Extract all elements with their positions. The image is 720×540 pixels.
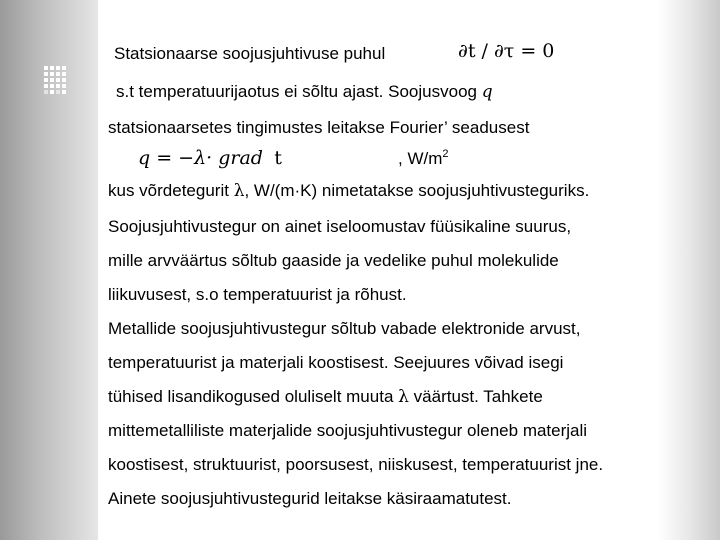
text-line-12: koostisest, struktuurist, poorsusest, niiskusest, temperatuurist jne. (108, 455, 604, 474)
heat-flux-unit (398, 148, 449, 169)
text-line-4-end: , W/(m·K) nimetatakse soojusjuhtivusteguriks. (244, 181, 590, 200)
fourier-law-lhs: q = −λ· grad (138, 147, 263, 169)
text-line-10-start: tühised lisandikogused oluliselt muuta (108, 387, 394, 406)
text-line-1: Statsionaarse soojusjuhtivuse puhul (114, 44, 386, 63)
text-line-4 (108, 181, 589, 201)
text-line-5: Soojusjuhtivustegur on ainet iseloomustav füüsikaline suurus, (108, 217, 572, 236)
unit-exponent: 2 (442, 148, 449, 160)
steady-state-formula: ∂t / ∂τ = 0 (458, 40, 555, 62)
text-line-2-text: s.t temperatuurijaotus ei sõltu ajast. Soojusvoog (116, 82, 477, 101)
heat-flux-symbol: q (481, 82, 493, 102)
text-line-13: Ainete soojusjuhtivustegurid leitakse käsiraamatutest. (108, 489, 512, 508)
lambda-symbol-2: λ (398, 387, 409, 407)
text-line-6: mille arvväärtus sõltub gaaside ja vedelike puhul molekulide (108, 251, 559, 270)
fourier-law-rhs: t (274, 147, 282, 169)
text-line-7: liikuvusest, s.o temperatuurist ja rõhust. (108, 285, 407, 304)
grid-logo-icon (44, 66, 66, 96)
fourier-law-formula (138, 147, 282, 170)
text-line-2 (116, 82, 493, 102)
lambda-symbol: λ (233, 181, 245, 201)
text-line-11: mittemetalliliste materjalide soojusjuhtivustegur oleneb materjali (108, 421, 588, 440)
text-line-10 (108, 387, 543, 407)
text-line-8: Metallide soojusjuhtivustegur sõltub vabade elektronide arvust, (108, 319, 581, 338)
text-line-4-start: kus võrdetegurit (108, 181, 229, 200)
unit-text: , W/m (398, 149, 443, 168)
text-line-9: temperatuurist ja materjali koostisest. Seejuures võivad isegi (108, 353, 564, 372)
text-line-3: statsionaarsetes tingimustes leitakse Fourier’ seadusest (108, 118, 530, 137)
right-decorative-band (658, 0, 720, 540)
text-line-10-end: väärtust. Tahkete (413, 387, 543, 406)
